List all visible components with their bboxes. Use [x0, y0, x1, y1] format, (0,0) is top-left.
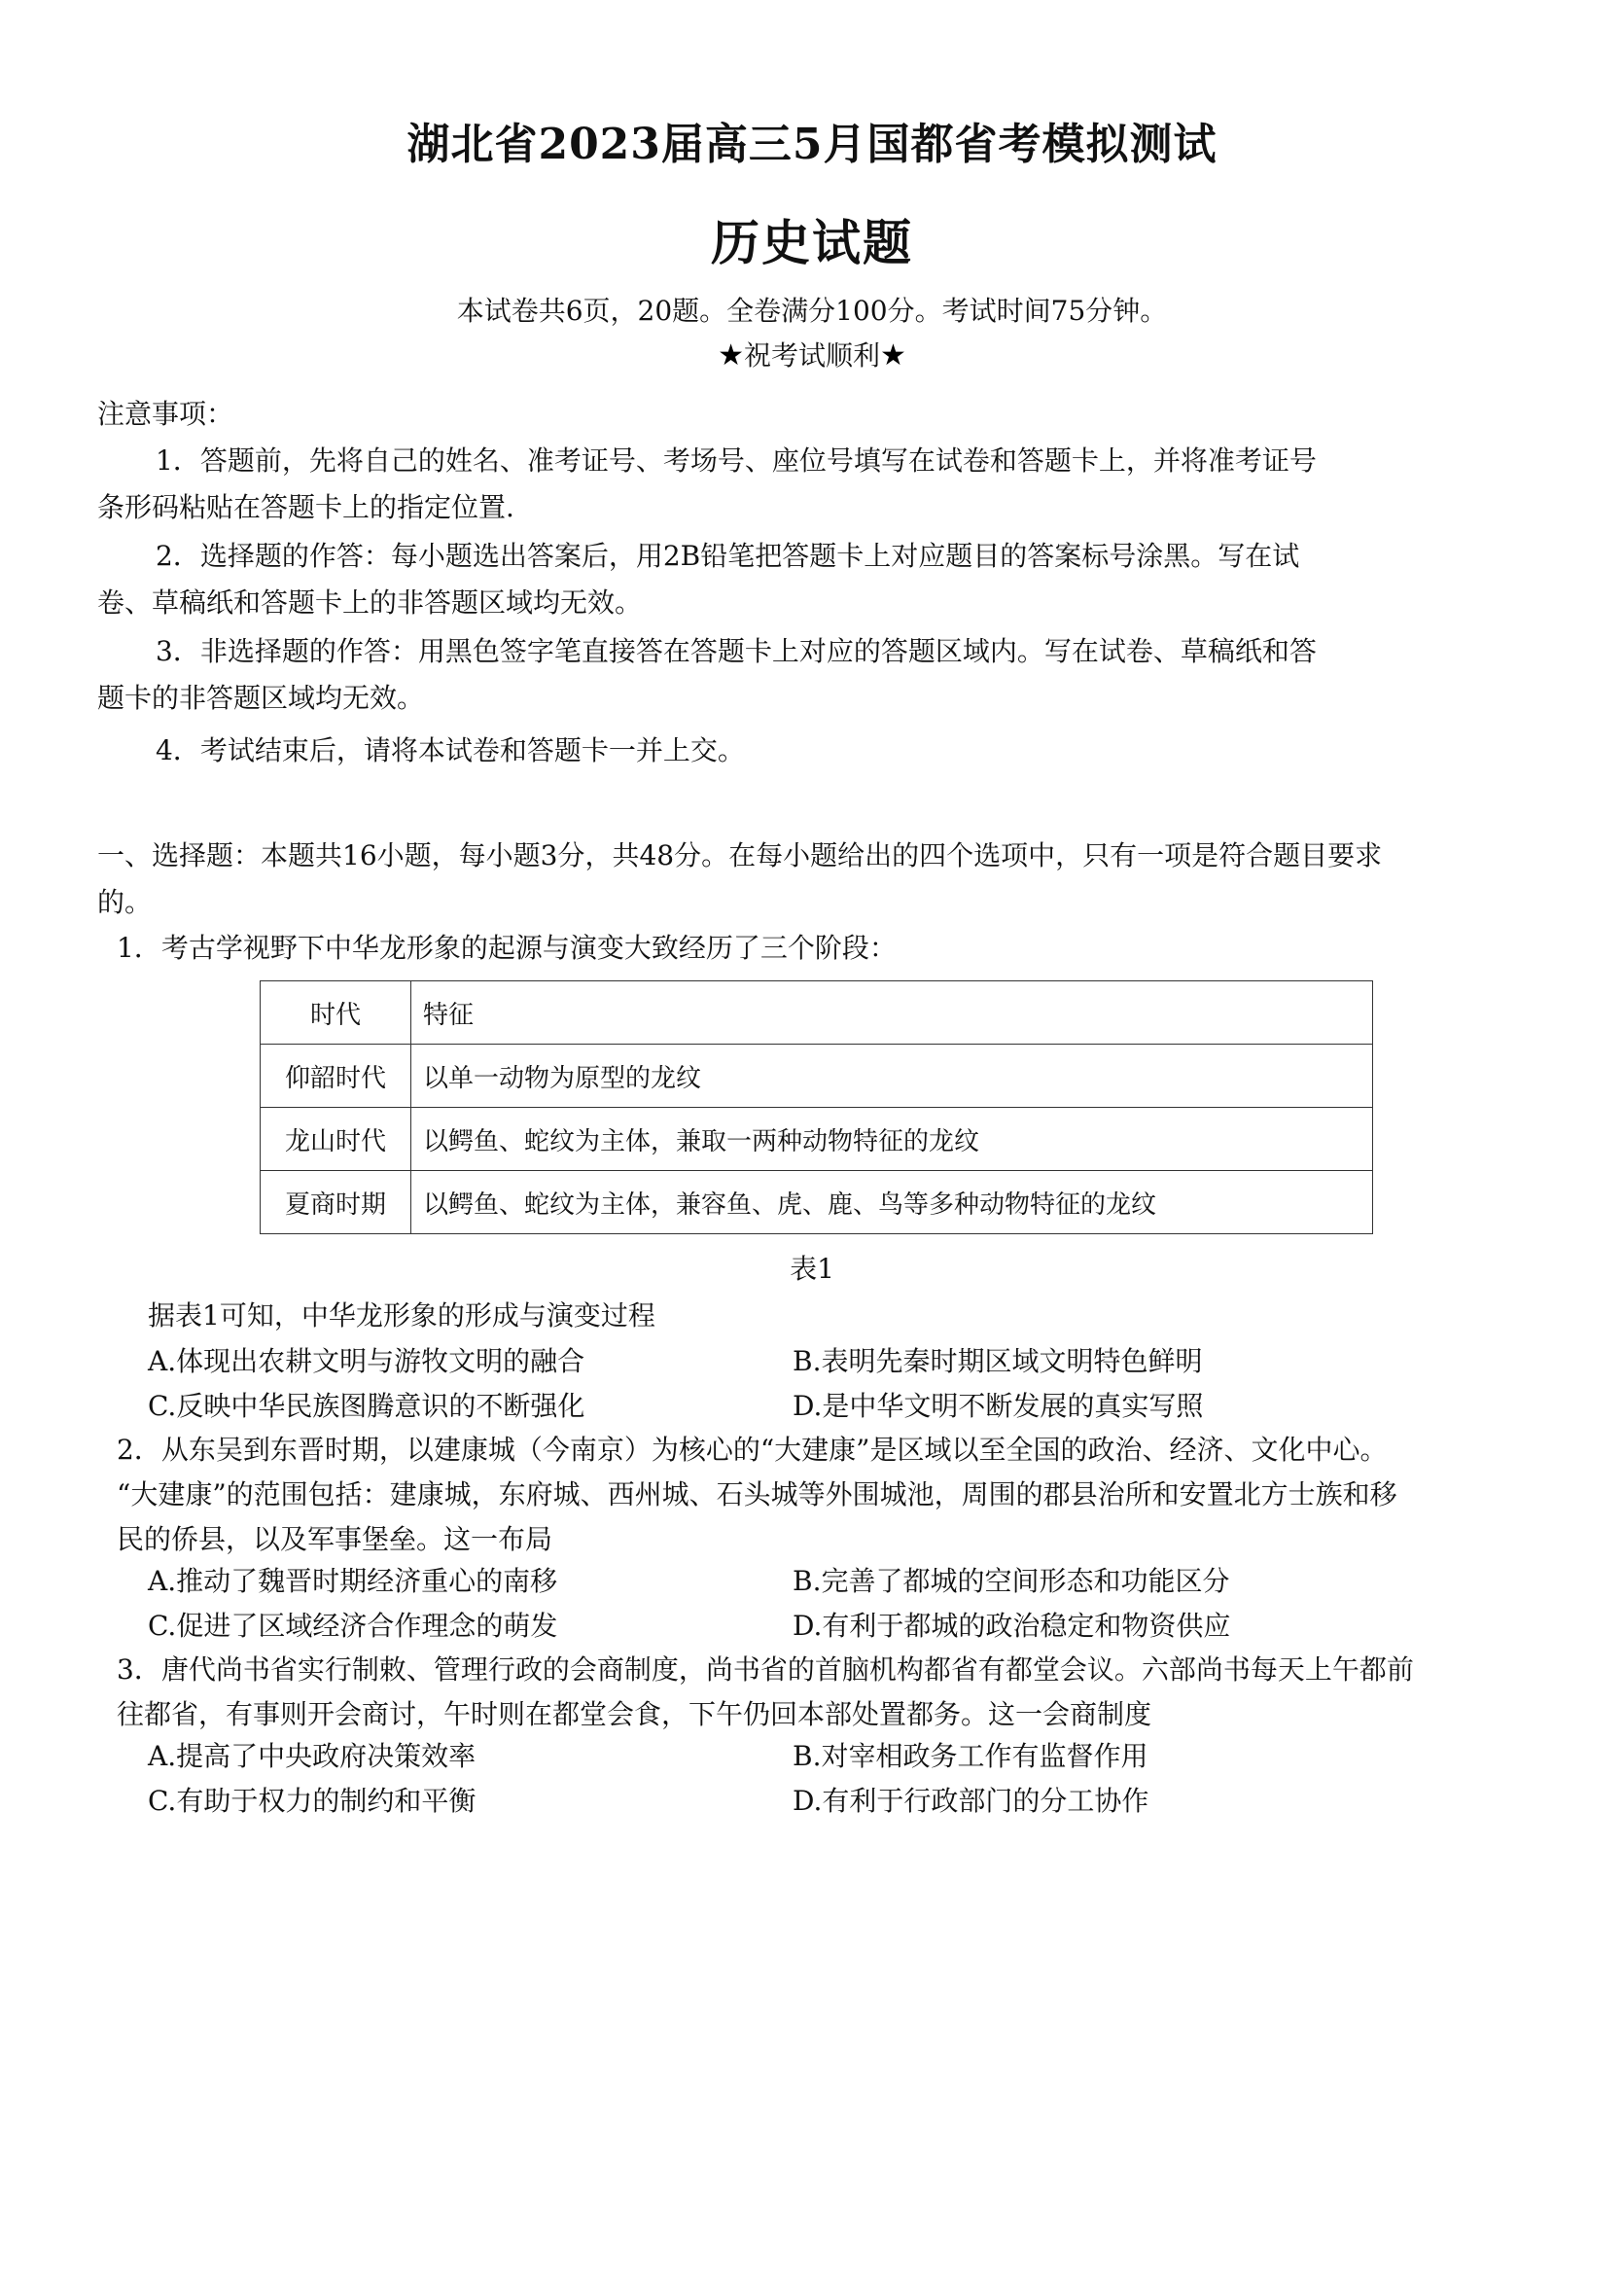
q1-question: 据表1可知，中华龙形象的形成与演变过程 [148, 1299, 655, 1332]
table-cell: 以鳄鱼、蛇纹为主体，兼取一两种动物特征的龙纹 [411, 1108, 1373, 1171]
q3-option-a: A.提高了中央政府决策效率 [148, 1740, 477, 1772]
table-header-cell: 特征 [411, 981, 1373, 1045]
q1-option-b: B.表明先秦时期区域文明特色鲜明 [793, 1345, 1203, 1377]
table-row [261, 1108, 1373, 1171]
q2-option-d: D.有利于都城的政治稳定和物资供应 [793, 1610, 1231, 1642]
table-row [261, 1045, 1373, 1108]
note-3-line-1: 3．非选择题的作答：用黑色签字笔直接答在答题卡上对应的答题区域内。写在试卷、草稿纸和答 [156, 635, 1317, 667]
q2-option-a: A.推动了魏晋时期经济重心的南移 [148, 1565, 558, 1597]
q2-line-3: 民的侨县，以及军事堡垒。这一布局 [117, 1523, 553, 1555]
q2-line-1: 2．从东吴到东晋时期，以建康城（今南京）为核心的“大建康”是区域以至全国的政治、经济、文化中心。 [117, 1434, 1388, 1466]
table-header-row [261, 981, 1373, 1045]
note-1-line-2: 条形码粘贴在答题卡上的指定位置. [97, 491, 514, 523]
q1-option-c: C.反映中华民族图腾意识的不断强化 [148, 1390, 585, 1422]
q3-line-1: 3．唐代尚书省实行制敕、管理行政的会商制度，尚书省的首脑机构都省有都堂会议。六部尚书每天上午都前 [117, 1653, 1414, 1686]
q3-option-b: B.对宰相政务工作有监督作用 [793, 1740, 1148, 1772]
table-cell: 夏商时期 [261, 1171, 411, 1234]
q1-option-d: D.是中华文明不断发展的真实写照 [793, 1390, 1204, 1422]
note-1-line-1: 1．答题前，先将自己的姓名、准考证号、考场号、座位号填写在试卷和答题卡上，并将准考证号 [156, 444, 1317, 477]
note-2-line-2: 卷、草稿纸和答题卡上的非答题区域均无效。 [97, 586, 643, 619]
q3-option-d: D.有利于行政部门的分工协作 [793, 1785, 1149, 1817]
table-cell: 仰韶时代 [261, 1045, 411, 1108]
table-header-cell: 时代 [261, 981, 411, 1045]
q1-table [260, 980, 1373, 1234]
q2-option-c: C.促进了区域经济合作理念的萌发 [148, 1610, 558, 1642]
star-icon: ★ [718, 338, 744, 373]
q2-option-b: B.完善了都城的空间形态和功能区分 [793, 1565, 1230, 1597]
q1-option-a: A.体现出农耕文明与游牧文明的融合 [148, 1345, 585, 1377]
exam-title: 湖北省2023届高三5月国都省考模拟测试 [406, 120, 1218, 169]
note-4-line-1: 4．考试结束后，请将本试卷和答题卡一并上交。 [156, 734, 745, 766]
good-luck-line [0, 335, 1624, 373]
good-luck-text: 祝考试顺利 [743, 339, 880, 372]
q3-line-2: 往都省，有事则开会商讨，午时则在都堂会食，下午仍回本部处置都务。这一会商制度 [117, 1698, 1152, 1730]
q2-line-2: “大建康”的范围包括：建康城，东府城、西州城、石头城等外围城池，周围的郡县治所和安置北方士族和移 [117, 1478, 1397, 1510]
table-cell: 以单一动物为原型的龙纹 [411, 1045, 1373, 1108]
note-3-line-2: 题卡的非答题区域均无效。 [97, 682, 425, 714]
table-caption: 表1 [790, 1253, 834, 1285]
table-cell: 以鳄鱼、蛇纹为主体，兼容鱼、虎、鹿、鸟等多种动物特征的龙纹 [411, 1171, 1373, 1234]
star-icon: ★ [880, 338, 906, 373]
exam-info: 本试卷共6页，20题。全卷满分100分。考试时间75分钟。 [456, 295, 1168, 327]
table-cell: 龙山时代 [261, 1108, 411, 1171]
table-row [261, 1171, 1373, 1234]
note-2-line-1: 2．选择题的作答：每小题选出答案后，用2B铅笔把答题卡上对应题目的答案标号涂黑。写在试 [156, 540, 1300, 572]
subject-title: 历史试题 [711, 214, 913, 271]
q1-stem: 1．考古学视野下中华龙形象的起源与演变大致经历了三个阶段： [117, 932, 897, 964]
section-heading: 一、选择题：本题共16小题，每小题3分，共48分。在每小题给出的四个选项中，只有一项是符合题目要求 的。 [97, 839, 1383, 918]
q3-option-c: C.有助于权力的制约和平衡 [148, 1785, 477, 1817]
notes-heading: 注意事项： [97, 398, 234, 430]
